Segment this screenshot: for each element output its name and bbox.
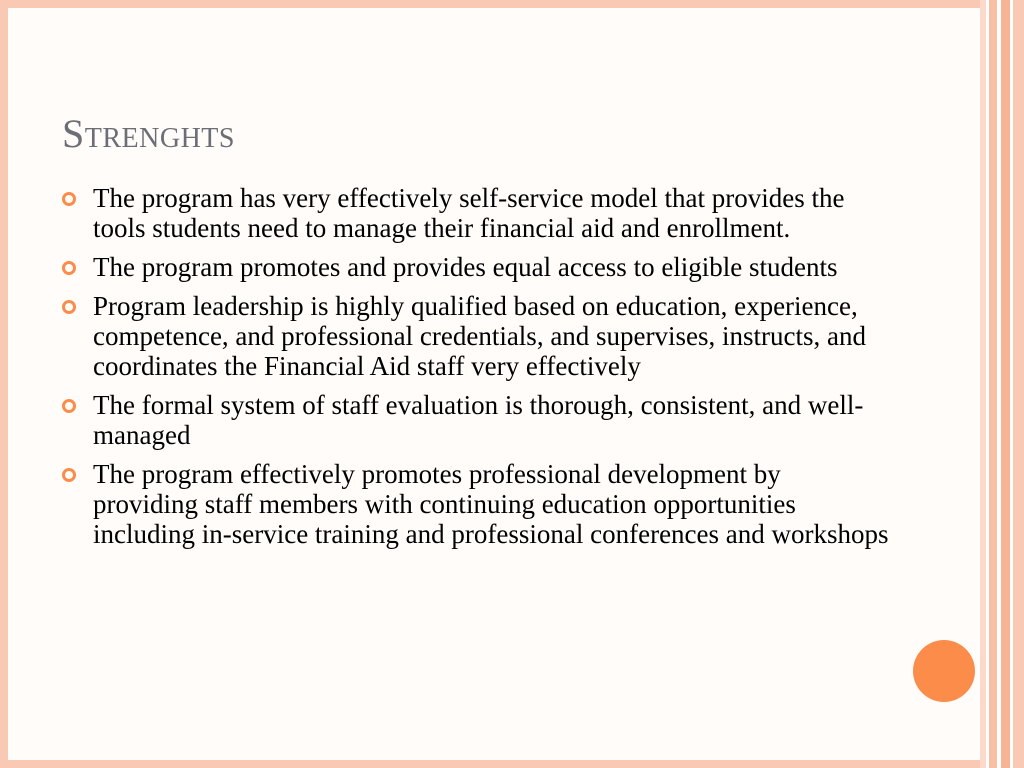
bullet-item <box>62 390 892 450</box>
slide-border-left <box>0 0 8 768</box>
right-stripe <box>1013 0 1024 768</box>
slide-border-top <box>0 0 1024 8</box>
bullet-item <box>62 291 892 381</box>
bullet-text: The program promotes and provides equal access to eligible students <box>93 252 838 282</box>
circle-bullet-icon <box>62 399 76 413</box>
right-stripe <box>1001 0 1010 768</box>
bullet-text: The program effectively promotes professional development by providing staff members with continuing education opportunities including in-service training and professional conferences and workshops <box>93 459 889 549</box>
circle-bullet-icon <box>62 468 76 482</box>
bullet-item <box>62 459 892 549</box>
slide-border-bottom <box>0 760 1024 768</box>
right-stripe <box>989 0 997 768</box>
decorative-circle <box>913 640 975 702</box>
bullet-text: The formal system of staff evaluation is thorough, consistent, and well-managed <box>93 390 864 450</box>
bullet-list <box>62 183 892 558</box>
bullet-item <box>62 183 892 243</box>
slide-title: Strenghts <box>62 111 235 156</box>
circle-bullet-icon <box>62 192 76 206</box>
bullet-text: The program has very effectively self-service model that provides the tools students need to manage their financial aid and enrollment. <box>93 183 845 243</box>
bullet-text: Program leadership is highly qualified based on education, experience, competence, and professional credentials, and supervises, instructs, and coordinates the Financial Aid staff very effectively <box>93 291 867 381</box>
bullet-item <box>62 252 892 282</box>
circle-bullet-icon <box>62 300 76 314</box>
circle-bullet-icon <box>62 261 76 275</box>
